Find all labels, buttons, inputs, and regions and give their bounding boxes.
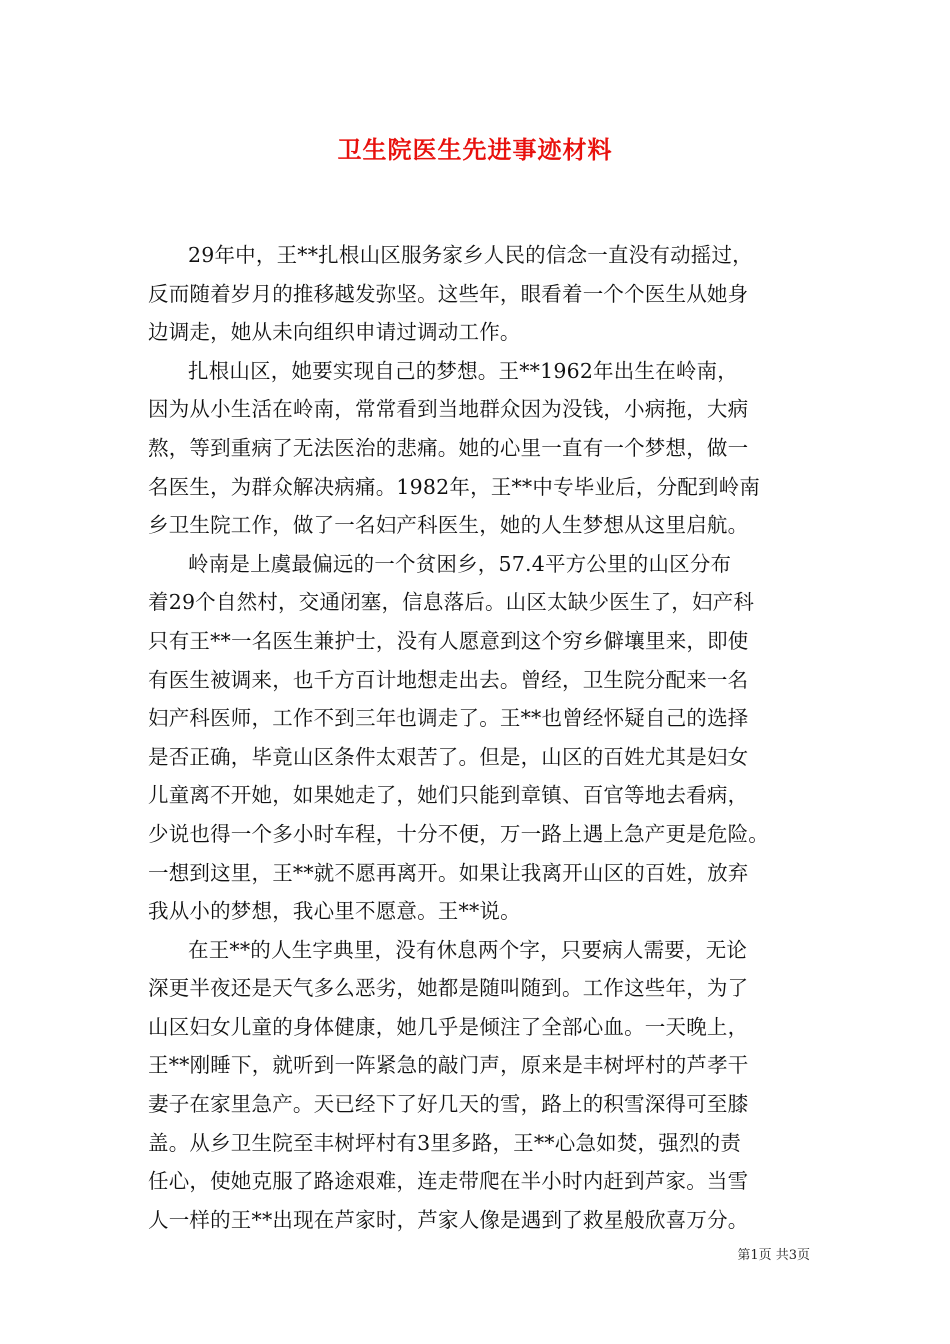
text-line: 我从小的梦想，我心里不愿意。王**说。 <box>148 899 521 924</box>
text-line: 人一样的王**出现在芦家时，芦家人像是遇到了救星般欣喜万分。 <box>148 1207 749 1232</box>
text-line: 只有王**一名医生兼护士，没有人愿意到这个穷乡僻壤里来，即使 <box>148 628 749 653</box>
text-line: 边调走，她从未向组织申请过调动工作。 <box>148 320 521 345</box>
text-line: 在王**的人生字典里，没有休息两个字，只要病人需要，无论 <box>188 937 748 962</box>
document-body <box>148 236 828 1239</box>
text-line: 一想到这里，王**就不愿再离开。如果让我离开山区的百姓，放弃 <box>148 860 749 885</box>
text-line: 有医生被调来，也千方百计地想走出去。曾经，卫生院分配来一名 <box>148 667 749 692</box>
text-line: 王**刚睡下，就听到一阵紧急的敲门声，原来是丰树坪村的芦孝干 <box>148 1053 749 1078</box>
text-line: 妇产科医师，工作不到三年也调走了。王**也曾经怀疑自己的选择 <box>148 706 749 731</box>
text-line: 妻子在家里急产。天已经下了好几天的雪，路上的积雪深得可至膝 <box>148 1092 749 1117</box>
text-line: 扎根山区，她要实现自己的梦想。王**1962年出生在岭南， <box>188 358 738 383</box>
text-line: 29年中，王**扎根山区服务家乡人民的信念一直没有动摇过， <box>188 243 753 267</box>
text-line: 乡卫生院工作，做了一名妇产科医生，她的人生梦想从这里启航。 <box>148 513 749 538</box>
text-line: 岭南是上虞最偏远的一个贫困乡，57.4平方公里的山区分布 <box>188 551 732 576</box>
text-line: 名医生，为群众解决病痛。1982年，王**中专毕业后，分配到岭南 <box>148 474 761 499</box>
text-line: 少说也得一个多小时车程，十分不便，万一路上遇上急产更是危险。 <box>148 821 769 846</box>
text-line: 反而随着岁月的推移越发弥坚。这些年，眼看着一个个医生从她身 <box>148 281 749 306</box>
text-line: 儿童离不开她，如果她走了，她们只能到章镇、百官等地去看病， <box>148 783 749 808</box>
text-line: 盖。从乡卫生院至丰树坪村有3里多路，王**心急如焚，强烈的责 <box>148 1130 742 1155</box>
text-line: 是否正确，毕竟山区条件太艰苦了。但是，山区的百姓尤其是妇女 <box>148 744 749 769</box>
page-number-footer: 第1页 共3页 <box>737 1248 810 1263</box>
text-line: 熬，等到重病了无法医治的悲痛。她的心里一直有一个梦想，做一 <box>148 435 749 460</box>
text-line: 山区妇女儿童的身体健康，她几乎是倾注了全部心血。一天晚上， <box>148 1014 749 1039</box>
text-line: 着29个自然村，交通闭塞，信息落后。山区太缺少医生了，妇产科 <box>148 590 755 615</box>
text-line: 任心，使她克服了路途艰难，连走带爬在半小时内赶到芦家。当雪 <box>148 1169 749 1194</box>
page-title: 卫生院医生先进事迹材料 <box>337 135 613 164</box>
text-line: 因为从小生活在岭南，常常看到当地群众因为没钱，小病拖，大病 <box>148 397 749 422</box>
text-line: 深更半夜还是天气多么恶劣，她都是随叫随到。工作这些年，为了 <box>148 976 749 1001</box>
